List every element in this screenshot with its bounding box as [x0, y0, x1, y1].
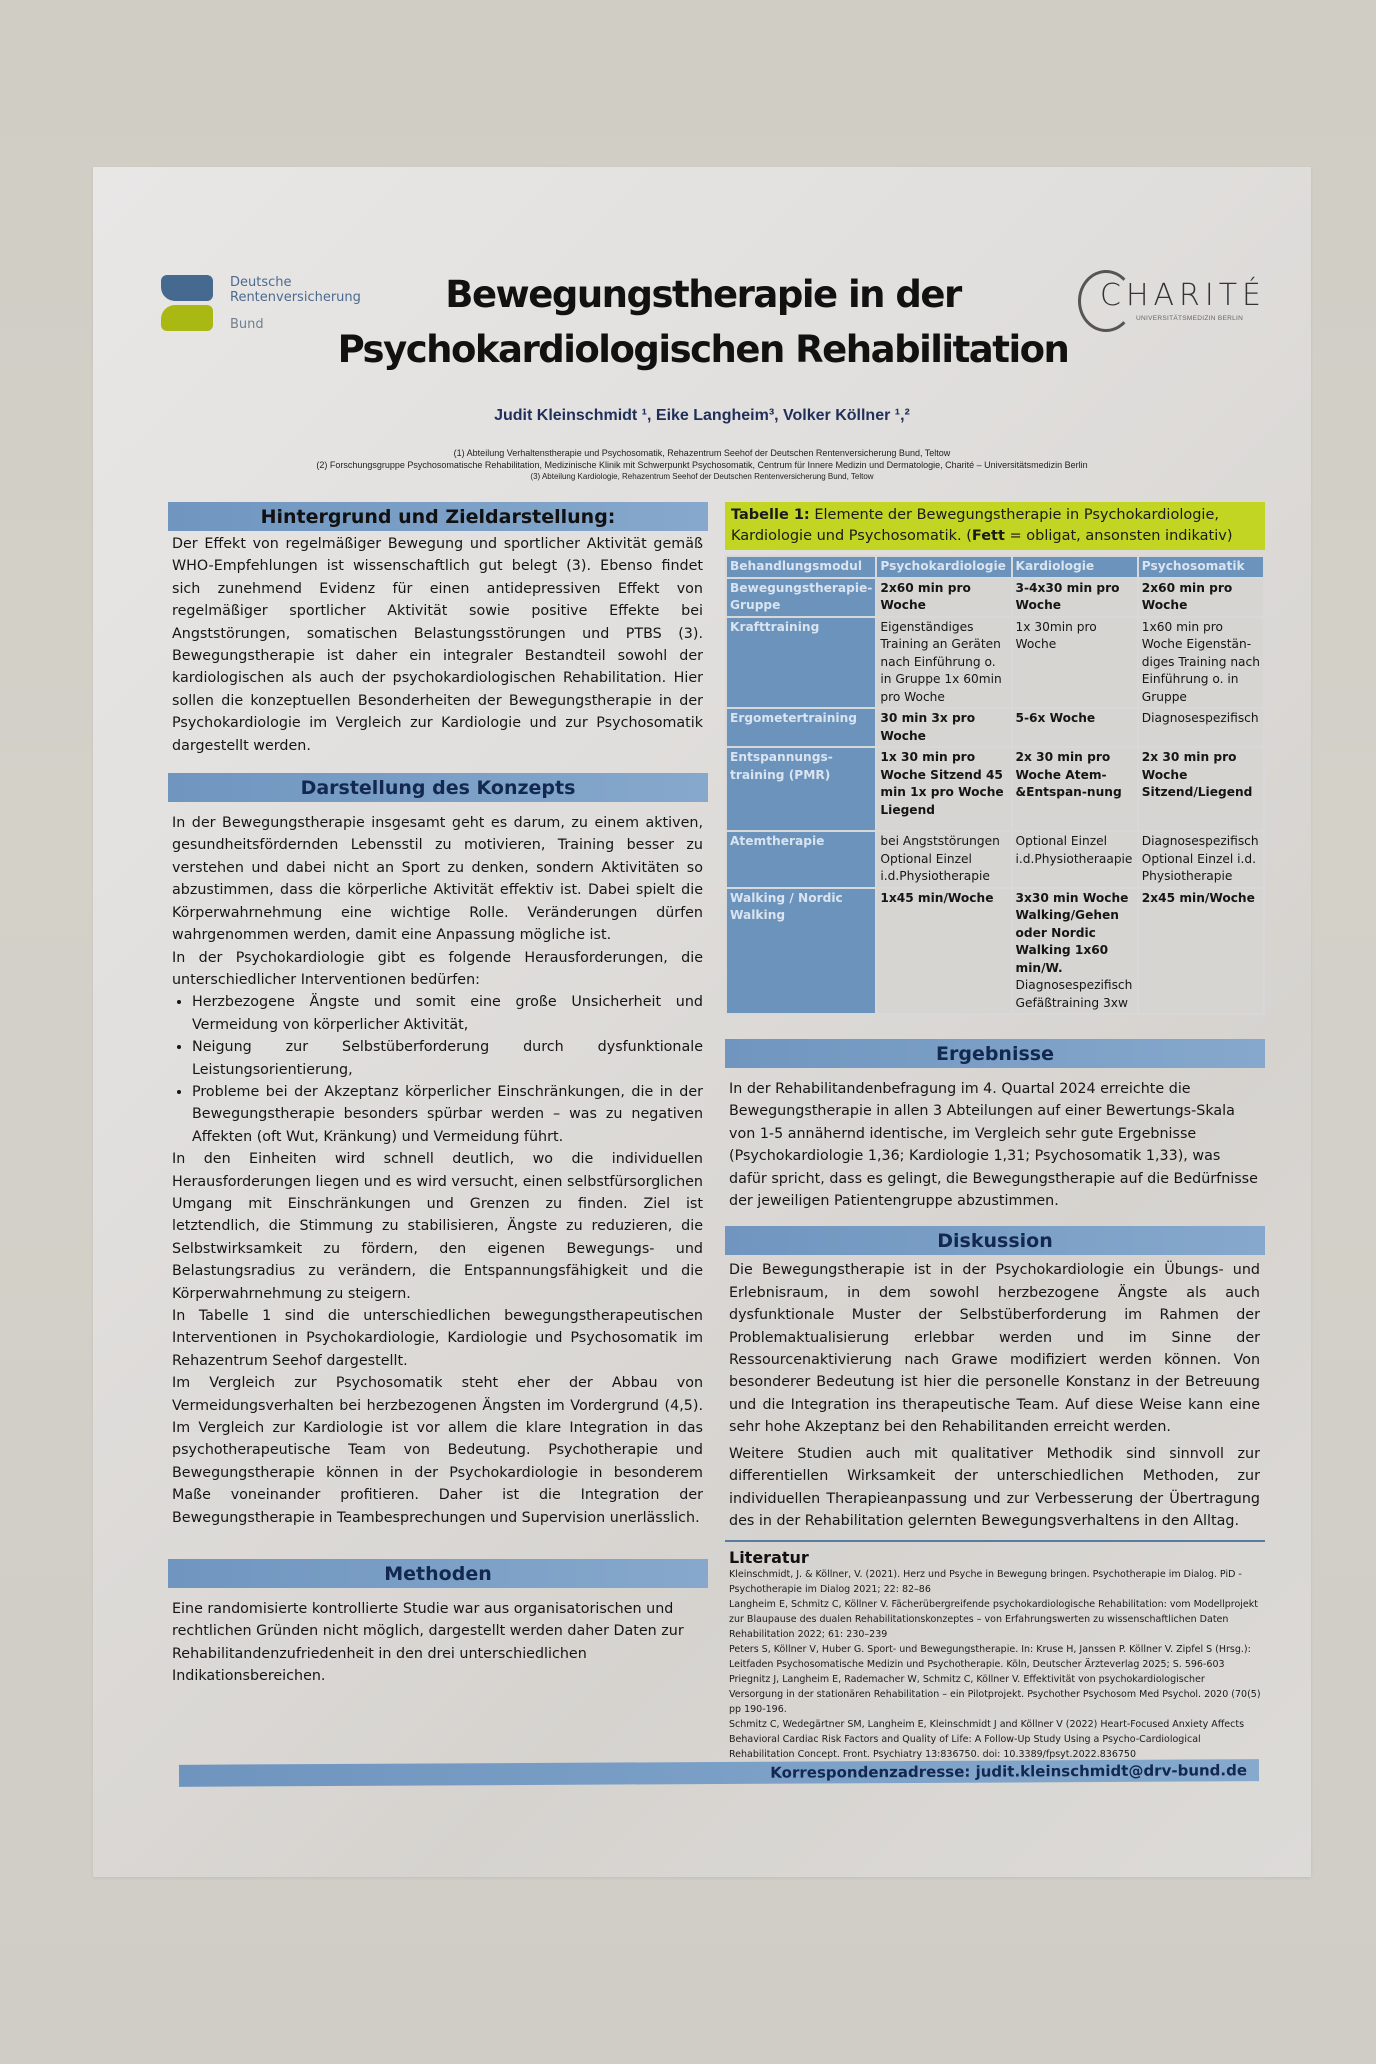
row-label: Krafttraining	[726, 617, 876, 709]
row-label: Atemtherapie	[726, 831, 876, 888]
methoden-paragraph: Eine randomisierte kontrollierte Studie war aus organisatorischen und rechtlichen Gründen nicht möglich, dargestellt werden daher Daten zur Rehabilitandenzufriedenheit in den drei unterschiedlichen Indikationsbereichen.	[172, 1601, 684, 1685]
hintergrund-paragraph: Der Effekt von regelmäßiger Bewegung und sportlicher Aktivität gemäß WHO-Empfehlungen ist wissenschaftlich gut belegt (3). Ebenso findet sich zunehmend Evidenz für einen antidepressiven Effekt von regelmäßiger sportlicher Aktivität sowie positive Effekte bei Angststörungen, somatischen Belastungsstörungen und PTBS (3). Bewegungstherapie ist daher ein integraler Bestandteil sowohl der kardiologischen als auch der psychokardiologischen Rehabilitation. Hier sollen die konzeptuellen Besonderheiten der Bewegungstherapie in der Psychokardiologie im Vergleich zur Kardiologie und zur Psychosomatik dargestellt werden.	[172, 536, 703, 754]
table-row	[726, 708, 1264, 747]
cell: 1x45 min/Woche	[876, 888, 1011, 1015]
poster	[93, 167, 1311, 1877]
konzept-text	[172, 812, 703, 1529]
reference-item: Priegnitz J, Langheim E, Rademacher W, Schmitz C, Köllner V. Effektivität von psychokardiologischer Versorgung in der stationären Rehabilitation – ein Pilotprojekt. Psychother Psychosom Med Psychol. 2020 (70(5) pp 190-196.	[729, 1674, 1261, 1716]
right-column	[725, 502, 1265, 1762]
cell: 2x 30 min pro Woche Sitzend/Liegend	[1138, 747, 1264, 831]
cell: 1x 30 min pro Woche Sitzend 45 min 1x pro Woche Liegend	[876, 747, 1011, 831]
drv-logo-line2: Rentenversicherung	[230, 290, 361, 305]
table-header-row	[726, 556, 1264, 578]
diskussion-text	[729, 1259, 1260, 1532]
header-behandlungsmodul: Behandlungsmodul	[726, 556, 876, 578]
affiliation-2: (2) Forschungsgruppe Psychosomatische Rehabilitation, Medizinische Klinik mit Schwerpunkt Psychosomatik, Centrum für Innere Medizin und Dermatologie, Charité – Universitätsmedizin Berlin	[316, 460, 1088, 470]
section-heading-hintergrund: Hintergrund und Zieldarstellung:	[168, 502, 708, 531]
table-row	[726, 888, 1264, 1015]
literature-list	[729, 1567, 1261, 1762]
drv-logo-icon	[161, 275, 213, 331]
cell: 2x 30 min pro Woche Atem-&Entspan-nung	[1012, 747, 1138, 831]
table-caption-text: Elemente der Bewegungstherapie in Psychokardiologie, Kardiologie und Psychosomatik. (	[731, 507, 1219, 544]
konzept-paragraph-1: In der Bewegungstherapie insgesamt geht es darum, zu einem aktiven, gesundheitsfördernden Lebensstil zu motivieren, Training besser zu verstehen und dabei nicht an Sport zu denken, sondern Aktivitäten so abzustimmen, dass die körperliche Aktivität effektiv ist. Dabei spielt die Körperwahrnehmung eine wichtige Rolle. Veränderungen dürfen wahrgenommen werden, damit eine Anpassung mögliche ist.	[172, 815, 703, 944]
authors: Judit Kleinschmidt ¹, Eike Langheim³, Volker Köllner ¹,²	[494, 407, 910, 424]
title-line-1: Bewegungstherapie in der	[445, 273, 961, 316]
table-row	[726, 617, 1264, 709]
cell: Optional Einzel i.d.Physiotheraapie	[1012, 831, 1138, 888]
cell: 2x60 min pro Woche	[876, 578, 1011, 617]
row-label: Walking / Nordic Walking	[726, 888, 876, 1015]
cell: Diagnosespezifisch Optional Einzel i.d. Physiotherapie	[1138, 831, 1264, 888]
methoden-text	[172, 1598, 703, 1688]
cell: 3-4x30 min pro Woche	[1012, 578, 1138, 617]
drv-logo-line3: Bund	[230, 317, 264, 332]
konzept-bullets	[172, 991, 703, 1148]
title-line-2: Psychokardiologischen Rehabilitation	[337, 328, 1069, 371]
reference-item: Schmitz C, Wedegärtner SM, Langheim E, Kleinschmidt J and Köllner V (2022) Heart-Focused Anxiety Affects Behavioral Cardiac Risk Factors and Quality of Life: A Follow-Up Study Using a Psycho-Cardiological Rehabilitation Concept. Front. Psychiatry 13:836750. doi: 10.3389/fpsyt.2022.836750	[729, 1719, 1245, 1761]
bullet-item: • Probleme bei der Akzeptanz körperlicher Einschränkungen, die in der Bewegungstherapie besonders spürbar werden – was zu negativen Affekten (oft Wut, Kränkung) und Vermeidung führt.	[192, 1081, 703, 1148]
reference-item: Peters S, Köllner V, Huber G. Sport- und Bewegungstherapie. In: Kruse H, Janssen P. Köllner V. Zipfel S (Hrsg.): Leitfaden Psychosomatische Medizin und Psychotherapie. Köln, Deutscher Ärzteverlag 2025; S. 596-603	[729, 1644, 1251, 1671]
header-psychokardiologie: Psychokardiologie	[876, 556, 1011, 578]
table-caption-end: = obligat, ansonsten indikativ)	[1004, 528, 1233, 544]
cell: 5-6x Woche	[1012, 708, 1138, 747]
section-heading-konzept: Darstellung des Konzepts	[168, 773, 708, 802]
literature-divider	[725, 1540, 1265, 1542]
header-psychosomatik: Psychosomatik	[1138, 556, 1264, 578]
cell: 2x60 min pro Woche	[1138, 578, 1264, 617]
hintergrund-text	[172, 533, 703, 757]
cell: Diagnosespezifisch	[1138, 708, 1264, 747]
cell: 1x 30min pro Woche	[1012, 617, 1138, 709]
bullet-item: • Herzbezogene Ängste und somit eine große Unsicherheit und Vermeidung von körperlicher Aktivität,	[192, 991, 703, 1036]
affiliation-3: (3) Abteilung Kardiologie, Rehazentrum Seehof der Deutschen Rentenversicherung Bund, Teltow	[530, 472, 874, 481]
table-caption-label: Tabelle 1:	[731, 507, 810, 523]
section-heading-diskussion: Diskussion	[725, 1226, 1265, 1255]
reference-item: Langheim E, Schmitz C, Köllner V. Fächerübergreifende psychokardiologische Rehabilitation: vom Modellprojekt zur Blaupause des dualen Rehabilitationskonzeptes – von Erfahrungswerten zu wissenschaftlichen Daten Rehabilitation 2022; 61: 230–239	[729, 1599, 1258, 1641]
table-row	[726, 578, 1264, 617]
diskussion-paragraph-1: Die Bewegungstherapie ist in der Psychokardiologie ein Übungs- und Erlebnisraum, in dem sowohl herzbezogene Ängste als auch dysfunktionale Muster der Selbstüberforderung im Rahmen der Problemaktualisierung erlebbar werden und im Sinne der Ressourcenaktivierung nach Grawe modifiziert werden können. Von besonderer Bedeutung ist hier die personelle Konstanz in der Betreuung und die Integration ins therapeutische Team. Auf diese Weise kann eine sehr hohe Akzeptanz bei den Rehabilitanden erreicht werden.	[729, 1262, 1260, 1436]
diskussion-paragraph-2: Weitere Studien auch mit qualitativer Methodik sind sinnvoll zur differentiellen Wirksamkeit der unterschiedlichen Methoden, zur individuellen Therapieanpassung und zur Verbesserung der Übertragung des in der Rehabilitation gelernten Bewegungsverhaltens in den Alltag.	[729, 1445, 1260, 1529]
literature-heading: Literatur	[729, 1548, 809, 1568]
cell: 1x60 min pro Woche Eigenstän-diges Training nach Einführung o. in Gruppe	[1138, 617, 1264, 709]
cell: Eigenständiges Training an Geräten nach Einführung o. in Gruppe 1x 60min pro Woche	[876, 617, 1011, 709]
row-label: Bewegungstherapie-Gruppe	[726, 578, 876, 617]
cell-normal-part: Diagnosespezifisch Gefäßtraining 3xw	[1015, 978, 1133, 1010]
charite-wordmark: CHARITÉ	[1100, 278, 1267, 313]
row-label: Ergometertraining	[726, 708, 876, 747]
therapy-table	[725, 555, 1265, 1015]
cell	[1012, 888, 1138, 1015]
cell-bold-part: 3x30 min Woche Walking/Gehen oder Nordic Walking 1x60 min/W.	[1015, 890, 1129, 975]
section-heading-methoden: Methoden	[168, 1559, 708, 1588]
section-heading-ergebnisse: Ergebnisse	[725, 1039, 1265, 1068]
table-row	[726, 747, 1264, 831]
konzept-paragraph-3: In den Einheiten wird schnell deutlich, wo die individuellen Herausforderungen liegen und es wird versucht, einen selbstfürsorglichen Umgang mit Einschränkungen und Grenzen zu finden. Ziel ist letztendlich, die Stimmung zu stabilisieren, Ängste zu reduzieren, die Selbstwirksamkeit zu fördern, den eigenen Bewegungs- und Belastungsradius zu verändern, die Entspannungsfähigkeit und die Körperwahrnehmung zu steigern.	[172, 1151, 703, 1302]
konzept-paragraph-2: In der Psychokardiologie gibt es folgende Herausforderungen, die unterschiedlicher Interventionen bedürfen:	[172, 949, 703, 988]
konzept-paragraph-4: In Tabelle 1 sind die unterschiedlichen bewegungstherapeutischen Interventionen in Psychokardiologie, Kardiologie und Psychosomatik im Rehazentrum Seehof dargestellt.	[172, 1308, 703, 1369]
charite-logo	[1078, 270, 1267, 340]
cell: bei Angststörungen Optional Einzel i.d.Physiotherapie	[876, 831, 1011, 888]
left-column	[168, 502, 708, 1688]
table-caption	[725, 502, 1265, 550]
reference-item: Kleinschmidt, J. & Köllner, V. (2021). Herz und Psyche in Bewegung bringen. Psychotherapie im Dialog. PiD - Psychotherapie im Dialog 2021; 22: 82–86	[729, 1569, 1242, 1596]
poster-title	[293, 267, 1113, 377]
konzept-paragraph-5: Im Vergleich zur Psychosomatik steht eher der Abbau von Vermeidungsverhalten bei herzbezogenen Ängsten im Vordergrund (4,5). Im Vergleich zur Kardiologie ist vor allem die klare Integration in das psychotherapeutische Team von Bedeutung. Psychotherapie und Bewegungstherapie können in der Psychokardiologie in besonderem Maße voneinander profitieren. Daher ist die Integration der Bewegungstherapie in Teambesprechungen und Supervision unerlässlich.	[172, 1375, 703, 1526]
correspondence-address: Korrespondenzadresse: judit.kleinschmidt@drv-bund.de	[770, 1761, 1248, 1782]
drv-logo-line1: Deutsche	[230, 275, 292, 290]
charite-subtitle: UNIVERSITÄTSMEDIZIN BERLIN	[1136, 315, 1244, 322]
affiliations	[93, 447, 1311, 483]
correspondence-bar	[179, 1759, 1259, 1787]
bullet-item: • Neigung zur Selbstüberforderung durch dysfunktionale Leistungsorientierung,	[192, 1036, 703, 1081]
header-kardiologie: Kardiologie	[1012, 556, 1138, 578]
ergebnisse-paragraph: In der Rehabilitandenbefragung im 4. Quartal 2024 erreichte die Bewegungstherapie in allen 3 Abteilungen auf einer Bewertungs-Skala von 1-5 annähernd identische, im Vergleich sehr gute Ergebnisse (Psychokardiologie 1,36; Kardiologie 1,31; Psychosomatik 1,33), was dafür spricht, dass es gelingt, die Bewegungstherapie auf die Bedürfnisse der jeweiligen Patientengruppe abzustimmen.	[729, 1081, 1258, 1210]
table-caption-fett: Fett	[971, 528, 1005, 544]
affiliation-1: (1) Abteilung Verhaltenstherapie und Psychosomatik, Rehazentrum Seehof der Deutschen Rentenversicherung Bund, Teltow	[453, 448, 951, 458]
ergebnisse-text	[729, 1078, 1260, 1212]
table-row	[726, 831, 1264, 888]
cell: 30 min 3x pro Woche	[876, 708, 1011, 747]
row-label: Entspannungs-training (PMR)	[726, 747, 876, 831]
cell: 2x45 min/Woche	[1138, 888, 1264, 1015]
